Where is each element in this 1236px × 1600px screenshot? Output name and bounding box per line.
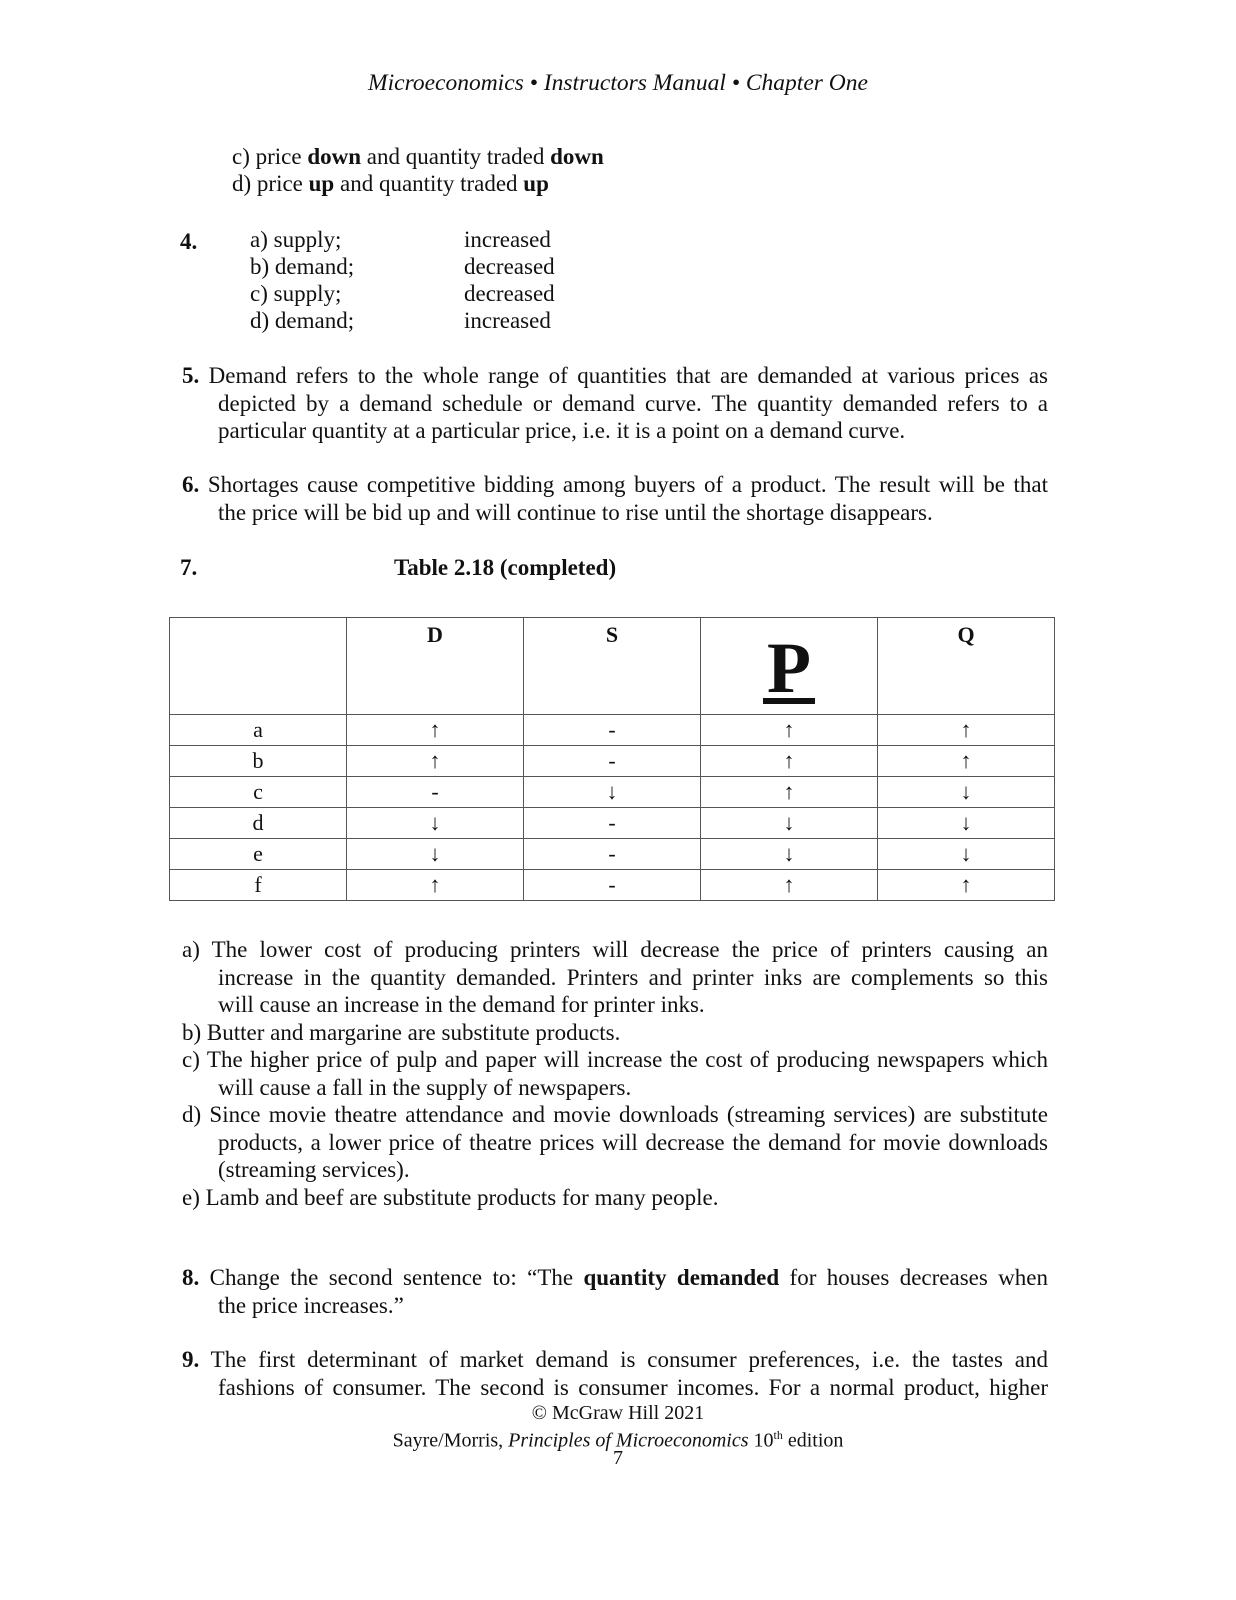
q4-row-b-right: decreased	[464, 254, 555, 279]
header-cell-p	[701, 618, 878, 715]
page-number: 7	[613, 1447, 623, 1469]
row-label: c	[170, 777, 347, 808]
q5-line-1: 5. Demand refers to the whole range of quantities that are demanded at various prices as	[182, 363, 1049, 388]
table-row	[170, 839, 1055, 870]
cell-s: -	[524, 839, 701, 870]
q8-line-1: 8. Change the second sentence to: “The quantity demanded for houses decreases when	[182, 1265, 1048, 1290]
answer-a-line-1: a) The lower cost of producing printers will decrease the price of printers causing an	[182, 937, 1048, 962]
q4-number: 4.	[180, 229, 198, 254]
answer-d-line-1: d) Since movie theatre attendance and movie downloads (streaming services) are substitute	[182, 1102, 1048, 1127]
running-header: Microeconomics • Instructors Manual • Chapter One	[368, 70, 868, 96]
cell-s: -	[524, 715, 701, 746]
table-2-18	[169, 617, 1055, 901]
q6-line-1: 6. Shortages cause competitive bidding among buyers of a product. The result will be that	[182, 472, 1049, 497]
row-label: f	[170, 870, 347, 901]
cell-q: ↓	[878, 777, 1055, 808]
cell-s: ↓	[524, 777, 701, 808]
cell-p: ↓	[701, 808, 878, 839]
q5-line-2: depicted by a demand schedule or demand curve. The quantity demanded refers to a	[218, 390, 1048, 416]
row-label: e	[170, 839, 347, 870]
answer-d-line-2: products, a lower price of theatre prices will decrease the demand for movie downloads	[218, 1129, 1048, 1155]
q5-paragraph	[182, 362, 1048, 445]
header-cell-d: D	[347, 618, 524, 715]
row-label: a	[170, 715, 347, 746]
table-row	[170, 870, 1055, 901]
table-title: Table 2.18 (completed)	[394, 555, 617, 580]
cell-p: ↑	[701, 870, 878, 901]
row-label: b	[170, 746, 347, 777]
cell-d: -	[347, 777, 524, 808]
header-cell-blank	[170, 618, 347, 715]
q9-line-1: 9. The first determinant of market demand is consumer preferences, i.e. the tastes and	[182, 1347, 1048, 1372]
cell-q: ↓	[878, 808, 1055, 839]
table-row	[170, 808, 1055, 839]
q4-row-b-left: b) demand;	[250, 254, 355, 279]
footer-citation: Sayre/Morris, Principles of Microeconomics 10th edition	[392, 1428, 844, 1452]
cell-q: ↑	[878, 746, 1055, 777]
cell-d: ↑	[347, 746, 524, 777]
cell-s: -	[524, 746, 701, 777]
q3-option-c: c) price down and quantity traded down	[232, 144, 604, 169]
q8-line-2: the price increases.”	[218, 1292, 404, 1318]
answer-a-line-2: increase in the quantity demanded. Printers and printer inks are complements so this	[218, 964, 1048, 990]
cell-s: -	[524, 808, 701, 839]
cell-d: ↑	[347, 870, 524, 901]
table-header-row	[170, 618, 1055, 715]
footer-copyright: © McGraw Hill 2021	[531, 1402, 705, 1424]
table-row	[170, 777, 1055, 808]
answer-b: b) Butter and margarine are substitute products.	[182, 1019, 621, 1045]
cell-d: ↑	[347, 715, 524, 746]
header-cell-s: S	[524, 618, 701, 715]
q7-answers	[182, 936, 1048, 1211]
q6-paragraph	[182, 471, 1048, 526]
header-p-label: P	[763, 632, 815, 704]
row-label: d	[170, 808, 347, 839]
cell-q: ↑	[878, 870, 1055, 901]
cell-s: -	[524, 870, 701, 901]
cell-d: ↓	[347, 808, 524, 839]
table-row	[170, 715, 1055, 746]
answer-a-line-3: will cause an increase in the demand for printer inks.	[218, 992, 705, 1017]
answer-d-line-3: (streaming services).	[218, 1157, 410, 1182]
q9-line-2: fashions of consumer. The second is consumer incomes. For a normal product, higher	[218, 1374, 1048, 1400]
cell-q: ↓	[878, 839, 1055, 870]
answer-c-line-1: c) The higher price of pulp and paper will increase the cost of producing newspapers which	[182, 1047, 1048, 1072]
answer-e: e) Lamb and beef are substitute products for many people.	[182, 1184, 719, 1210]
header-cell-q: Q	[878, 618, 1055, 715]
q9-paragraph	[182, 1346, 1048, 1401]
q7-number: 7.	[180, 555, 198, 580]
cell-p: ↑	[701, 777, 878, 808]
q4-row-a-right: increased	[464, 227, 551, 252]
q4-row-d-right: increased	[464, 308, 551, 333]
cell-p: ↑	[701, 715, 878, 746]
q4-row-a-left: a) supply;	[250, 227, 342, 252]
q4-row-c-right: decreased	[464, 281, 555, 306]
q6-line-2: the price will be bid up and will continue to rise until the shortage disappears.	[218, 499, 933, 525]
q4-row-c-left: c) supply;	[250, 281, 342, 306]
q4-row-d-left: d) demand;	[250, 308, 355, 333]
answer-c-line-2: will cause a fall in the supply of newspapers.	[218, 1074, 632, 1100]
cell-d: ↓	[347, 839, 524, 870]
q8-paragraph	[182, 1264, 1048, 1319]
q3-option-d: d) price up and quantity traded up	[232, 171, 549, 196]
cell-p: ↑	[701, 746, 878, 777]
cell-p: ↓	[701, 839, 878, 870]
q5-line-3: particular quantity at a particular price, i.e. it is a point on a demand curve.	[218, 418, 906, 443]
table-row	[170, 746, 1055, 777]
cell-q: ↑	[878, 715, 1055, 746]
